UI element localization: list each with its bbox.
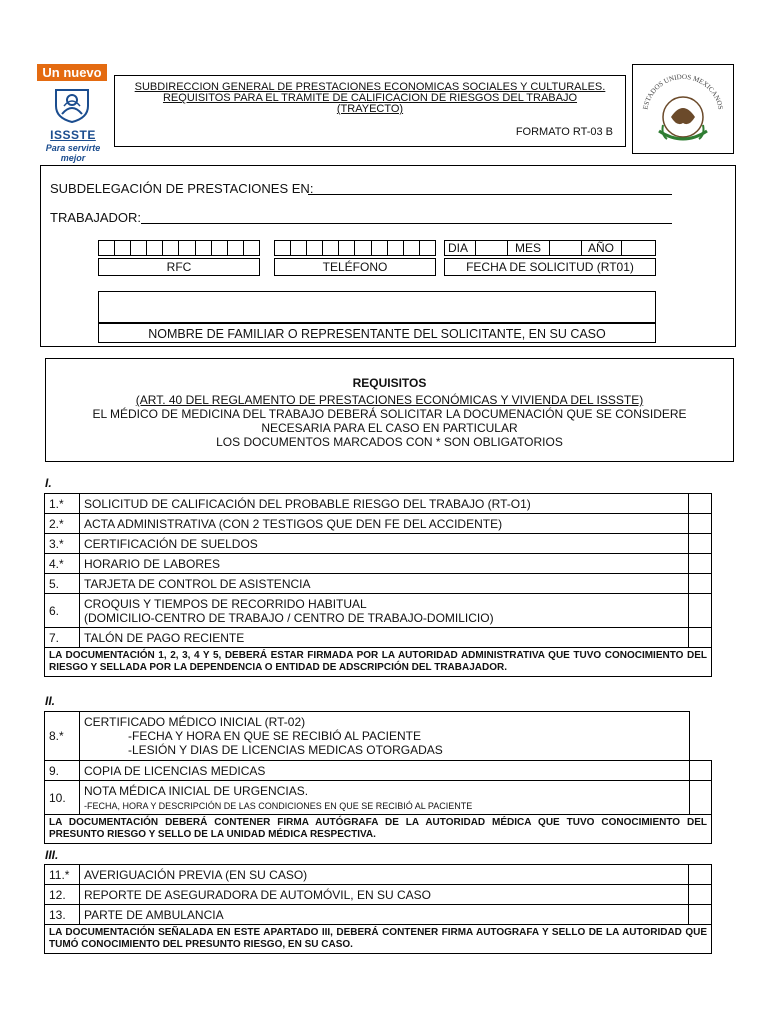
checkbox-1[interactable] [689,494,712,514]
table-row: 1.* SOLICITUD DE CALIFICACIÓN DEL PROBABLE RIESGO DEL TRABAJO (RT-O1) [45,494,712,514]
section-ii-note: LA DOCUMENTACIÓN DEBERÁ CONTENER FIRMA AUTÓGRAFA DE LA AUTORIDAD MÉDICA QUE TUVO CONOCIMIENTO DEL PRESUNTO RIESGO Y SELLO DE LA UNIDAD MÉDICA RESPECTIVA. [45,815,712,844]
table-row [45,815,712,844]
table-row: 13. PARTE DE AMBULANCIA [45,905,712,925]
table-row [45,925,712,954]
table-row: 10. NOTA MÉDICA INICIAL DE URGENCIAS. -FECHA, HORA Y DESCRIPCIÓN DE LAS CONDICIONES EN QUE SE RECIBIÓ AL PACIENTE [45,781,712,815]
checkbox-12[interactable] [689,885,712,905]
header-box [114,75,626,147]
requisitos-box [45,358,734,462]
subdelegacion-field[interactable] [308,194,672,195]
table-row: 12. REPORTE DE ASEGURADORA DE AUTOMÓVIL, EN SU CASO [45,885,712,905]
logo-slogan: Para servirte mejor [45,143,101,163]
requisitos-title: REQUISITOS [352,376,427,390]
logo-name: ISSSTE [50,128,96,142]
section-ii-table [44,711,712,844]
requisitos-article: (ART. 40 DEL REGLAMENTO DE PRESTACIONES ECONÓMICAS Y VIVIENDA DEL ISSSTE) [135,393,644,407]
trabajador-label: TRABAJADOR: [50,210,142,225]
table-row: 5. TARJETA DE CONTROL DE ASISTENCIA [45,574,712,594]
table-row: 7. TALÓN DE PAGO RECIENTE [45,628,712,648]
checkbox-2[interactable] [689,514,712,534]
fecha-label: FECHA DE SOLICITUD (RT01) [444,258,656,276]
table-row: 6. CROQUIS Y TIEMPOS DE RECORRIDO HABITUAL (DOMICILIO-CENTRO DE TRABAJO / CENTRO DE TRABAJO-DOMILICIO) [45,594,712,628]
checkbox-8[interactable] [689,712,712,761]
section-iii-note: LA DOCUMENTACIÓN SEÑALADA EN ESTE APARTADO III, DEBERÁ CONTENER FIRMA AUTOGRAFA Y SELLO DE LA AUTORIDAD QUE TUMÓ CONOCIMIENTO DEL PRESUNTO RIESGO, EN SU CASO. [45,925,712,954]
telefono-label: TELÉFONO [274,258,436,276]
mes-label: MES [515,241,542,255]
section-i-table [44,493,712,677]
rfc-cells[interactable] [98,240,260,256]
familiar-field[interactable] [98,291,656,323]
telefono-cells[interactable] [274,240,436,256]
trabajador-field[interactable] [141,223,672,224]
requisitos-line-3: NECESARIA PARA EL CASO EN PARTICULAR [261,421,518,435]
table-row: 11.* AVERIGUACIÓN PREVIA (EN SU CASO) [45,865,712,885]
requisitos-line-4: LOS DOCUMENTOS MARCADOS CON * SON OBLIGATORIOS [216,435,563,449]
table-row: 4.* HORARIO DE LABORES [45,554,712,574]
checkbox-6[interactable] [689,594,712,628]
issste-emblem-icon [52,84,92,124]
checkbox-7[interactable] [689,628,712,648]
section-ii-label: II. [45,694,56,708]
anio-label: AÑO [588,241,615,255]
fecha-cells[interactable] [444,240,656,256]
svg-text:ESTADOS UNIDOS MEXICANOS [641,73,724,110]
logo-tagline: Un nuevo [37,64,107,81]
checkbox-9[interactable] [689,761,712,781]
rfc-label: RFC [98,258,260,276]
checkbox-4[interactable] [689,554,712,574]
familiar-label: NOMBRE DE FAMILIAR O REPRESENTANTE DEL SOLICITANTE, EN SU CASO [98,323,656,343]
table-row: 9. COPIA DE LICENCIAS MEDICAS [45,761,712,781]
mexico-seal-icon [633,65,733,153]
checkbox-11[interactable] [689,865,712,885]
header-line-2: REQUISITOS PARA EL TRAMITE DE CALIFICACION DE RIESGOS DEL TRABAJO [162,92,578,104]
table-row: 2.* ACTA ADMINISTRATIVA (CON 2 TESTIGOS QUE DEN FE DEL ACCIDENTE) [45,514,712,534]
seal-box [632,64,734,154]
checkbox-10[interactable] [689,781,712,815]
section-iii-label: III. [45,848,59,862]
requisitos-line-2: EL MÉDICO DE MEDICINA DEL TRABAJO DEBERÁ SOLICITAR LA DOCUMENACIÓN QUE SE CONSIDERE [92,407,687,421]
table-row: 8.* CERTIFICADO MÉDICO INICIAL (RT-02) -FECHA Y HORA EN QUE SE RECIBIÓ AL PACIENTE -LESIÓN Y DIAS DE LICENCIAS MEDICAS OTORGADAS [45,712,712,761]
formato-code: FORMATO RT-03 B [515,126,613,138]
section-i-note: LA DOCUMENTACIÓN 1, 2, 3, 4 Y 5, DEBERÁ ESTAR FIRMADA POR LA AUTORIDAD ADMINISTRATIVA QUE TUVO CONOCIMIENTO DEL RIESGO Y SELLADA POR LA DEPENDENCIA O ENTIDAD DE ADSCRIPCIÓN DEL TRABAJADOR. [45,648,712,677]
section-i-label: I. [45,476,52,490]
checkbox-5[interactable] [689,574,712,594]
header-line-1: SUBDIRECCION GENERAL DE PRESTACIONES ECONOMICAS SOCIALES Y CULTURALES. [134,81,606,93]
subdelegacion-label: SUBDELEGACIÓN DE PRESTACIONES EN: [50,181,314,196]
seal-text: ESTADOS UNIDOS MEXICANOS [641,72,725,111]
table-row [45,648,712,677]
header-line-3: (TRAYECTO) [336,103,404,115]
section-iii-table [44,864,712,954]
table-row: 3.* CERTIFICACIÓN DE SUELDOS [45,534,712,554]
checkbox-3[interactable] [689,534,712,554]
checkbox-13[interactable] [689,905,712,925]
dia-label: DIA [448,241,469,255]
